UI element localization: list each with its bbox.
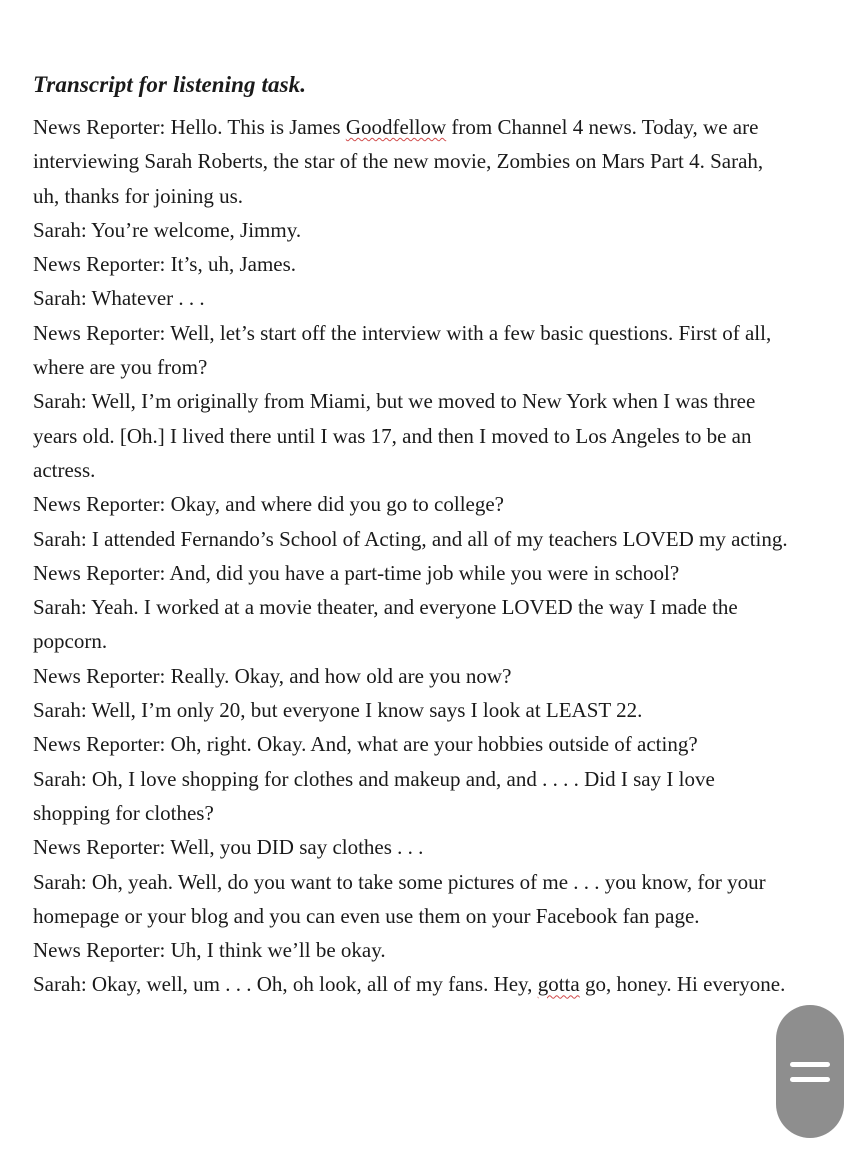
document-page bbox=[33, 68, 793, 1002]
transcript-paragraph: Sarah: Yeah. I worked at a movie theater, and everyone LOVED the way I made the popcorn. bbox=[33, 595, 738, 654]
transcript-paragraph: Sarah: Oh, yeah. Well, do you want to take some pictures of me . . . you know, for your homepage or your blog and you can even use them on your Facebook fan page. bbox=[33, 869, 766, 928]
transcript-paragraph: Sarah: Well, I’m only 20, but everyone I know says I look at LEAST 22. bbox=[33, 698, 643, 723]
transcript bbox=[33, 110, 793, 1002]
document-title: Transcript for listening task. bbox=[33, 72, 307, 97]
scroll-handle[interactable] bbox=[776, 1005, 844, 1138]
transcript-paragraph: Sarah: Whatever . . . bbox=[33, 286, 205, 311]
transcript-paragraph: Sarah: Oh, I love shopping for clothes and makeup and, and . . . . Did I say I love shopping for clothes? bbox=[33, 766, 715, 825]
transcript-paragraph: Sarah: Well, I’m originally from Miami, but we moved to New York when I was three years old. [Oh.] I lived there until I was 17, and then I moved to Los Angeles to be an actress. bbox=[33, 389, 756, 482]
text-run: Sarah: Okay, well, um . . . Oh, oh look, all of my fans. Hey, bbox=[33, 972, 538, 997]
transcript-paragraph: News Reporter: Well, you DID say clothes . . . bbox=[33, 835, 424, 860]
transcript-paragraph: News Reporter: And, did you have a part-time job while you were in school? bbox=[33, 560, 680, 585]
transcript-paragraph bbox=[33, 967, 793, 1001]
transcript-paragraph: News Reporter: Okay, and where did you go to college? bbox=[33, 492, 504, 517]
text-run: go, honey. Hi everyone. bbox=[579, 972, 786, 997]
transcript-paragraph: News Reporter: Well, let’s start off the interview with a few basic questions. First of all, where are you from? bbox=[33, 320, 772, 380]
text-run: from Channel 4 news. Today, we are interviewing Sarah Roberts, the star of the new movie, Zombies on Mars Part 4. Sarah, uh, thanks for joining us. bbox=[33, 115, 764, 208]
text-run: News Reporter: Hello. This is James bbox=[33, 115, 346, 139]
transcript-paragraph: News Reporter: Really. Okay, and how old are you now? bbox=[33, 663, 512, 688]
transcript-paragraph: News Reporter: Uh, I think we’ll be okay. bbox=[33, 938, 386, 963]
spellcheck-flagged-word: Goodfellow bbox=[345, 115, 447, 139]
transcript-paragraph: Sarah: You’re welcome, Jimmy. bbox=[33, 217, 302, 242]
transcript-paragraph bbox=[33, 110, 793, 213]
transcript-paragraph: Sarah: I attended Fernando’s School of Acting, and all of my teachers LOVED my acting. bbox=[33, 526, 788, 551]
drag-handle-icon bbox=[790, 1059, 830, 1085]
spellcheck-flagged-word: gotta bbox=[537, 972, 580, 997]
transcript-paragraph: News Reporter: It’s, uh, James. bbox=[33, 252, 297, 277]
transcript-paragraph: News Reporter: Oh, right. Okay. And, what are your hobbies outside of acting? bbox=[33, 732, 698, 757]
